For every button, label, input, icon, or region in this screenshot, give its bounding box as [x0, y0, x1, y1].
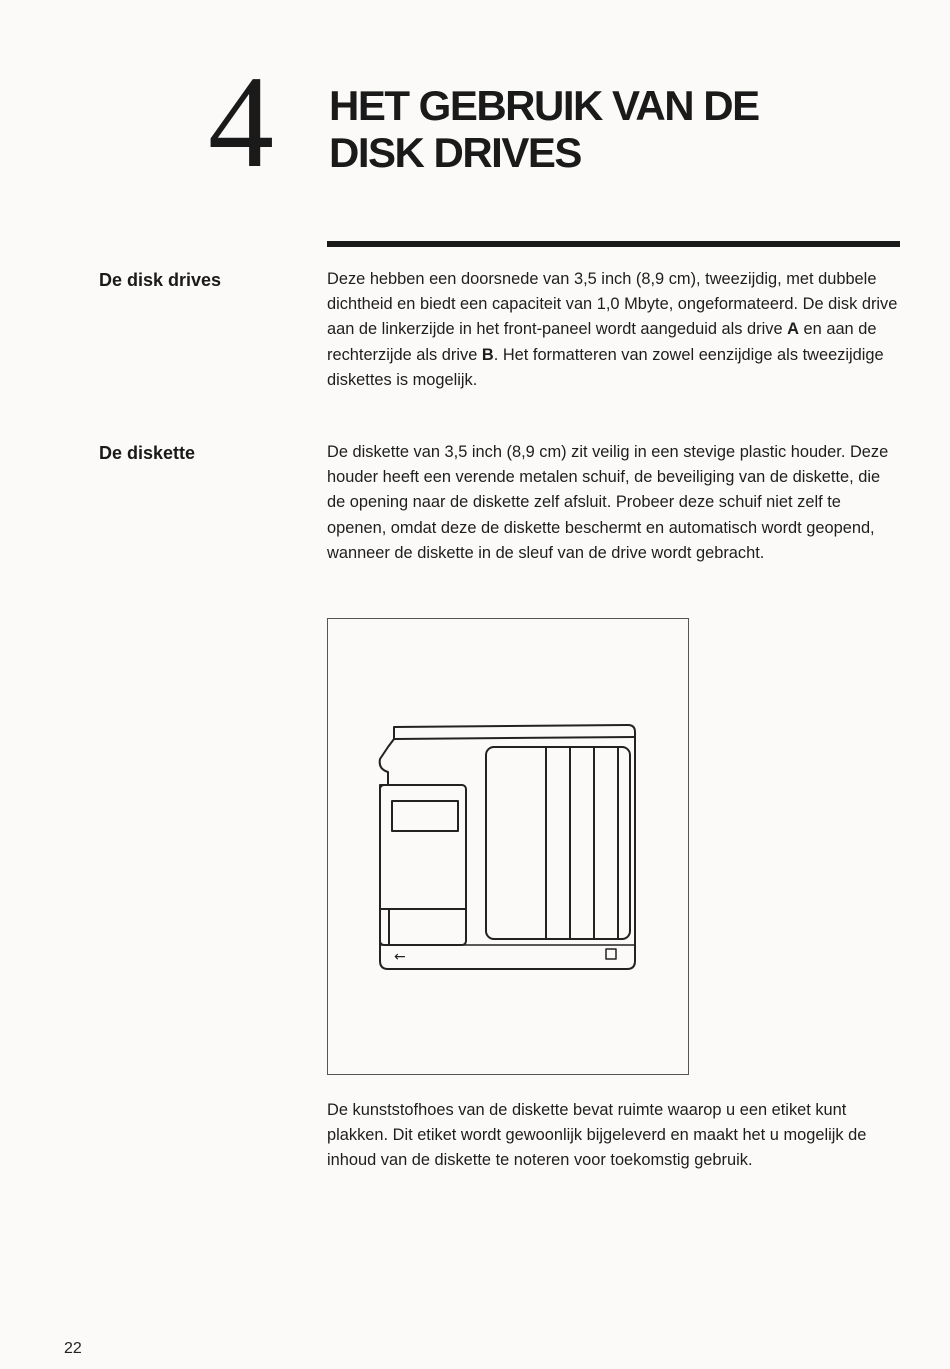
- section-text-diskette: De diskette van 3,5 inch (8,9 cm) zit veilig in een stevige plastic houder. Deze houder heeft een verende metalen schuif, de beveiliging van de diskette, die de opening naar de diskette zelf afsluit. Probeer deze schuif niet zelf te openen, omdat deze de diskette beschermt en automatisch wordt geopend, wanneer de diskette in de sleuf van de drive wordt gebracht.: [327, 443, 889, 562]
- diskette-figure: [327, 618, 689, 1075]
- figure-caption: De kunststofhoes van de diskette bevat ruimte waarop u een etiket kunt plakken. Dit etiket wordt gewoonlijk bijgeleverd en maakt het u mogelijk de inhoud van de diskette te noteren voor toekomstig gebruik.: [327, 1101, 867, 1170]
- section-heading-disk-drives: De disk drives: [99, 270, 222, 290]
- drive-a-label: A: [787, 320, 799, 339]
- section-divider: [327, 241, 900, 247]
- page-number: 22: [64, 1340, 82, 1357]
- diskette-illustration-icon: [328, 619, 690, 1076]
- chapter-title: [329, 82, 759, 176]
- chapter-title-line-2: DISK DRIVES: [329, 129, 581, 176]
- insert-direction-arrow-icon: ←: [394, 949, 406, 965]
- drive-b-label: B: [481, 345, 494, 364]
- disk-drives-text-part-3: . Het formatteren van zowel eenzijdige als tweezijdige diskettes is mogelijk.: [327, 345, 884, 389]
- section-heading-diskette: De diskette: [99, 443, 196, 463]
- section-text-disk-drives: [327, 267, 902, 393]
- chapter-number: 4: [208, 48, 274, 195]
- disk-drives-text-part-1: Deze hebben een doorsnede van 3,5 inch (8,9 cm), tweezijdig, met dubbele dichtheid en biedt een capaciteit van 1,0 Mbyte, ongeformateerd. De disk drive aan de linkerzijde in het front-paneel wordt aangeduid als drive: [327, 270, 898, 339]
- disk-drives-text-part-2: en aan de rechterzijde als drive: [327, 320, 877, 364]
- chapter-title-line-1: HET GEBRUIK VAN DE: [329, 82, 759, 129]
